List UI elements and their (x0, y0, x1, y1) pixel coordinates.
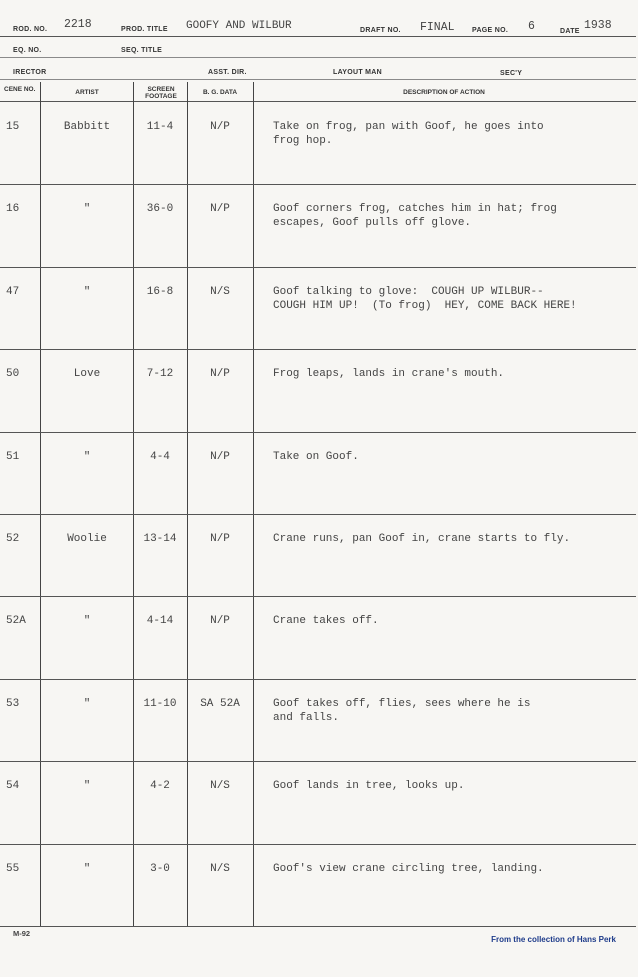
scene-number: 51 (6, 450, 20, 463)
screen-footage: 11-10 (143, 697, 177, 710)
bg-data: N/S (210, 285, 230, 298)
table-row (0, 761, 636, 843)
screen-footage: 36-0 (146, 203, 174, 216)
bg-data: N/P (210, 203, 230, 216)
table-row (0, 267, 636, 349)
action-description: Goof corners frog, catches him in hat; frog escapes, Goof pulls off glove. (273, 203, 557, 230)
artist-name: " (83, 285, 91, 298)
screen-footage: 13-14 (143, 533, 177, 545)
page-no-label: PAGE NO. (472, 27, 509, 34)
date-value: 1938 (584, 19, 612, 32)
prod-no-value: 2218 (64, 18, 92, 31)
screen-footage: 4-4 (150, 450, 170, 463)
scene-number: 53 (6, 697, 20, 710)
form-number: M-92 (13, 929, 31, 938)
bg-data: N/P (210, 121, 230, 133)
date-label: DATE (560, 28, 580, 35)
action-description: Goof lands in tree, looks up. (273, 780, 465, 793)
action-description: Goof talking to glove: COUGH UP WILBUR-- COUGH HIM UP! (To frog) HEY, COME BACK HERE! (273, 285, 577, 312)
page-no-value: 6 (528, 20, 535, 33)
bg-data: SA 52A (200, 697, 240, 710)
asst-dir-label: ASST. DIR. (208, 69, 247, 76)
header-line-2 (0, 57, 636, 58)
layout-man-label: LAYOUT MAN (333, 69, 383, 76)
seq-title-label: SEQ. TITLE (121, 47, 163, 54)
table-row (0, 349, 636, 431)
table-row (0, 679, 636, 761)
table-row (0, 514, 636, 596)
seq-no-label: EQ. NO. (13, 47, 42, 54)
artist-name: " (83, 862, 91, 875)
action-description: Goof's view crane circling tree, landing. (273, 862, 544, 875)
action-description: Frog leaps, lands in crane's mouth. (273, 368, 505, 381)
action-description: Take on frog, pan with Goof, he goes into frog hop. (273, 121, 544, 147)
artist-name: " (83, 697, 91, 710)
artist-name: Love (73, 368, 101, 381)
artist-name: " (83, 615, 91, 628)
screen-footage: 11-4 (146, 121, 174, 133)
scene-number: 52 (6, 533, 20, 545)
col-artist-header: ARTIST (75, 89, 99, 96)
scene-number: 54 (6, 780, 20, 793)
draft-no-value: FINAL (420, 21, 455, 34)
table-row (0, 102, 636, 184)
action-description: Take on Goof. (273, 450, 359, 463)
scene-number: 55 (6, 862, 20, 875)
screen-footage: 4-2 (150, 780, 170, 793)
table-row (0, 844, 636, 926)
header-line-3 (0, 79, 636, 80)
director-label: IRECTOR (13, 69, 47, 76)
draft-no-label: DRAFT NO. (360, 27, 401, 34)
col-desc-header: DESCRIPTION OF ACTION (403, 89, 485, 96)
bg-data: N/S (210, 780, 230, 793)
scene-number: 52A (6, 615, 26, 628)
screen-footage: 4-14 (146, 615, 174, 628)
screen-footage: 16-8 (146, 285, 174, 298)
scene-number: 15 (6, 121, 20, 133)
row-divider (0, 926, 636, 927)
header-line-1 (0, 36, 636, 37)
artist-name: Babbitt (63, 121, 111, 133)
action-description: Goof takes off, flies, sees where he is and falls. (273, 697, 531, 724)
collection-credit: From the collection of Hans Perk (491, 935, 616, 944)
bg-data: N/P (210, 368, 230, 381)
table-row (0, 596, 636, 678)
col-scene-header: CENE NO. (4, 86, 36, 93)
scene-number: 47 (6, 285, 20, 298)
col-footage-header: SCREEN FOOTAGE (145, 86, 177, 100)
bg-data: N/P (210, 615, 230, 628)
screen-footage: 3-0 (150, 862, 170, 875)
artist-name: Woolie (67, 533, 107, 545)
artist-name: " (83, 780, 91, 793)
screen-footage: 7-12 (146, 368, 174, 381)
artist-name: " (83, 450, 91, 463)
table-row (0, 184, 636, 266)
action-description: Crane runs, pan Goof in, crane starts to fly. (273, 533, 571, 545)
prod-title-value: GOOFY AND WILBUR (186, 20, 292, 32)
artist-name: " (83, 203, 91, 216)
prod-no-label: ROD. NO. (13, 26, 48, 33)
table-row (0, 432, 636, 514)
bg-data: N/P (210, 533, 230, 545)
scene-number: 50 (6, 368, 20, 381)
bg-data: N/P (210, 450, 230, 463)
bg-data: N/S (210, 862, 230, 875)
secy-label: SEC'Y (500, 70, 523, 77)
col-bg-header: B. G. DATA (202, 89, 238, 96)
prod-title-label: PROD. TITLE (121, 26, 168, 33)
action-description: Crane takes off. (273, 615, 379, 628)
scene-number: 16 (6, 203, 20, 216)
